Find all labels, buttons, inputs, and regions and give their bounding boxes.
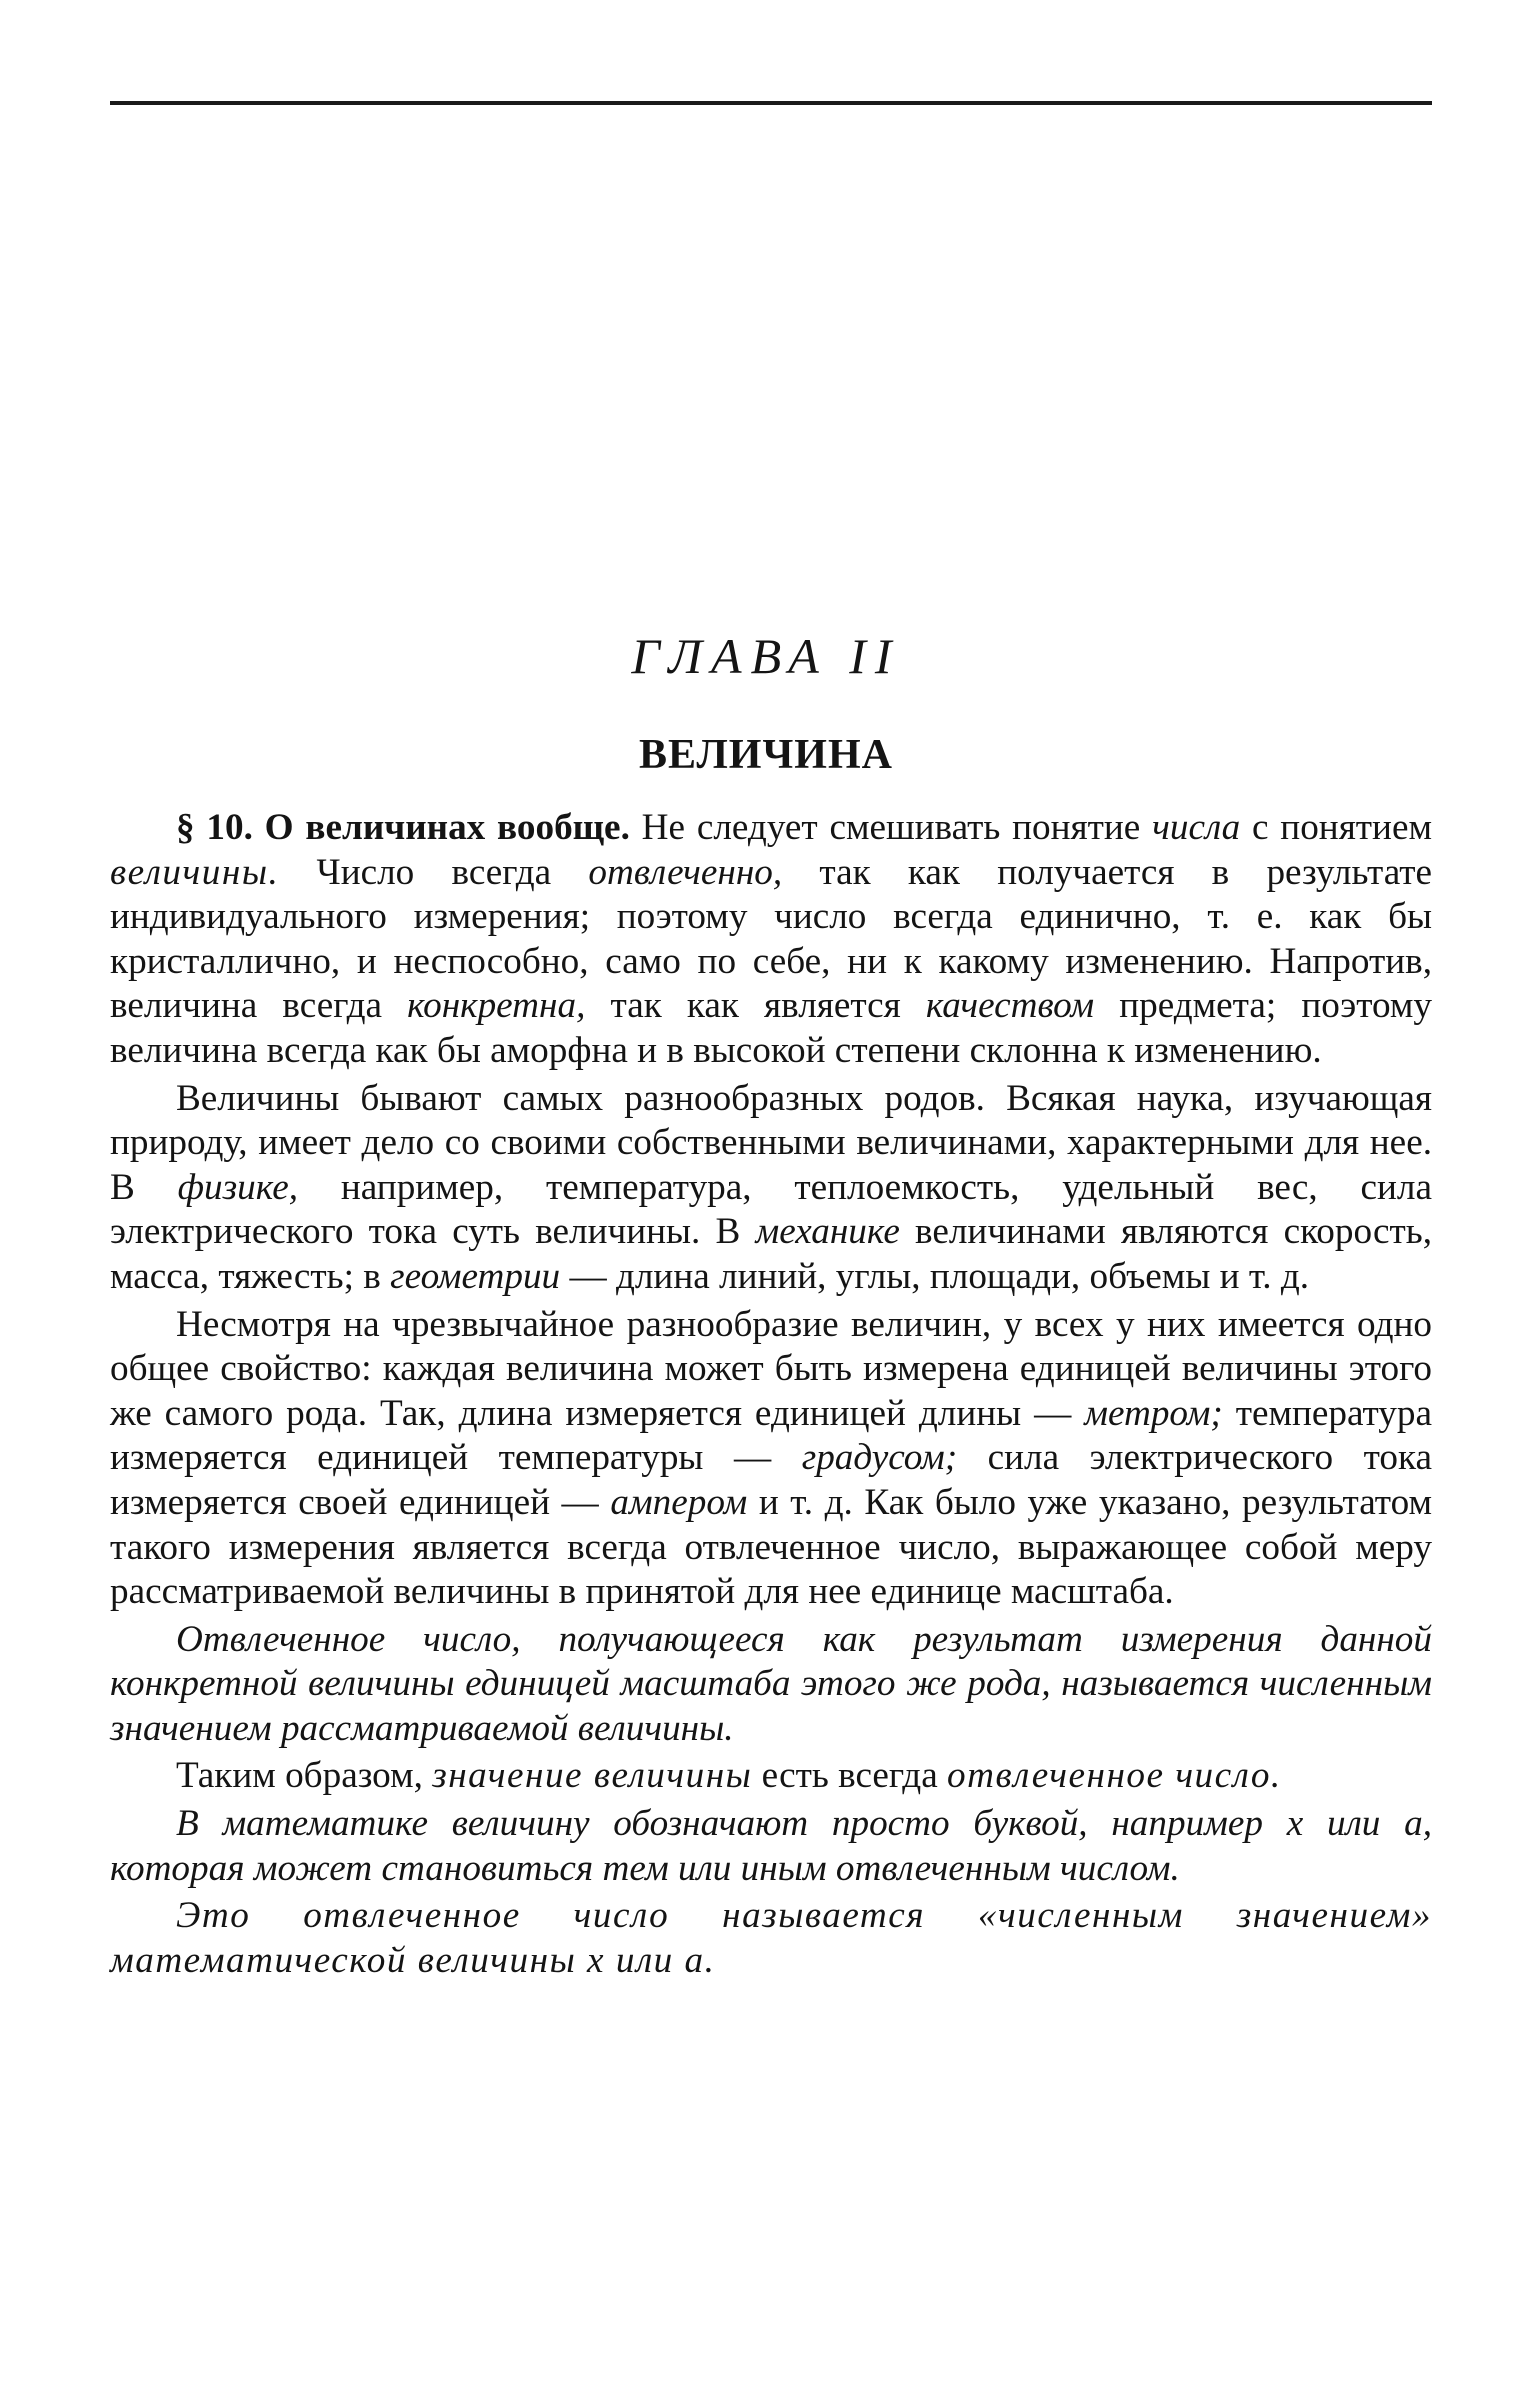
chapter-title: ГЛАВА II <box>631 628 901 684</box>
text-run: Несмотря на чрезвычайное разнообразие величин, у всех у них имеется одно общее свойство: каждая величина может быть измерена единицей величины этого же самого рода. Так, длина измеряется единицей длины — <box>110 1303 1432 1434</box>
text-run: Число всегда <box>279 851 589 893</box>
emphasis: отвлеченно, <box>588 851 783 893</box>
text-run: Не следует смешивать понятие <box>629 807 1153 848</box>
emphasis: числа <box>1152 807 1241 848</box>
body-text <box>110 806 1432 1983</box>
text-run: например, температура, теплоемкость, удельный вес, сила электрического тока суть величины. В <box>110 1166 1432 1253</box>
emphasis: конкретна, <box>407 985 586 1027</box>
emphasis: физике, <box>177 1166 299 1208</box>
text-run: сила электрического тока измеряется своей единицей — <box>110 1437 1433 1523</box>
text-run: есть всегда <box>752 1755 948 1797</box>
text-run: Величины бывают самых разнообразных родов. Всякая наука, изучающая природу, имеет дело со своими собственными величинами, характерными для нее. В <box>110 1077 1432 1208</box>
emphasis: геометрии <box>390 1255 561 1297</box>
paragraph-5 <box>110 1754 1432 1799</box>
emphasis: градусом; <box>801 1437 958 1479</box>
emphasis: качеством <box>925 985 1095 1027</box>
emphasis: метром; <box>1084 1392 1223 1434</box>
text-run: температура измеряется единицей температуры — <box>110 1392 1432 1479</box>
paragraph-1 <box>110 806 1432 1074</box>
text-run: с понятием <box>1240 807 1432 848</box>
paragraph-heading: § 10. О величинах вообще. <box>176 807 630 848</box>
top-rule <box>110 101 1432 105</box>
definition-paragraph: Отвлеченное число, получающееся как результат измерения данной конкретной величины единицей масштаба этого же рода, называется численным значением рассматриваемой величины. <box>110 1618 1432 1749</box>
paragraph-6: В математике величину обозначают просто буквой, например x или a, которая может становиться тем или иным отвлеченным числом. <box>110 1803 1432 1889</box>
paragraph-3 <box>110 1303 1432 1615</box>
text-run: Таким образом, <box>176 1755 433 1797</box>
paragraph-2 <box>110 1077 1432 1300</box>
text-run: величинами являются скорость, масса, тяжесть; в <box>110 1211 1432 1297</box>
paragraph-7: Это отвлеченное число называется «численным значением» математической величины x или a. <box>110 1895 1432 1981</box>
emphasis: отвлеченное число. <box>947 1755 1282 1797</box>
emphasis: величины. <box>110 851 280 893</box>
emphasis: ампером <box>610 1481 748 1523</box>
emphasis: механике <box>755 1211 900 1253</box>
text-run: так как является <box>585 985 926 1027</box>
text-run: так как получается в результате индивидуального измерения; поэтому число всегда единично, т. е. как бы кристаллично, и неспособно, само по себе, ни к какому изменению. Напротив, величина всегда <box>110 851 1432 1027</box>
text-run: предмета; поэтому величина всегда как бы аморфна и в высокой степени склонна к изменению. <box>110 985 1432 1071</box>
emphasis: значение величины <box>432 1755 753 1797</box>
text-run: и т. д. Как было уже указано, результатом такого измерения является всегда отвлеченное число, выражающее собой меру рассматриваемой величины в принятой для нее единице масштаба. <box>110 1481 1432 1613</box>
section-title: ВЕЛИЧИНА <box>639 732 893 778</box>
text-run: — длина линий, углы, площади, объемы и т. д. <box>560 1255 1310 1297</box>
